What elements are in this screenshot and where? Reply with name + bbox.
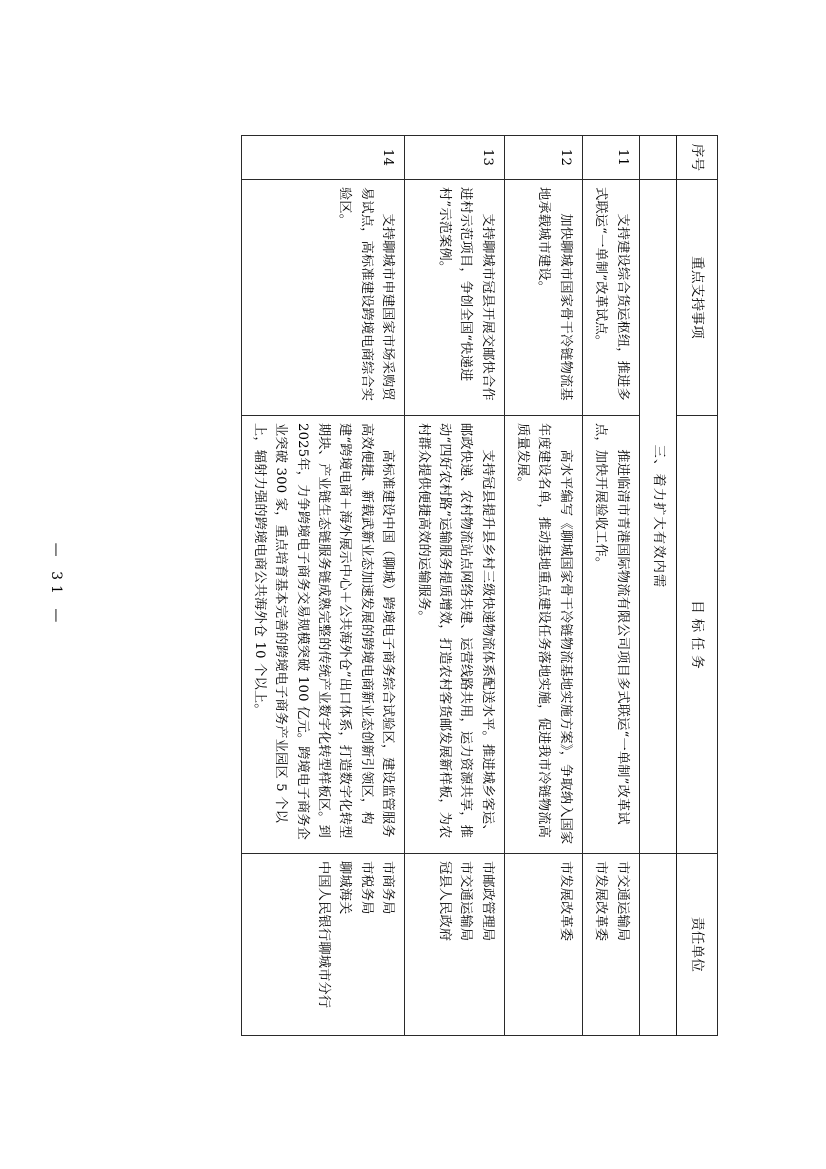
support-item-text: 支持聊城市冠县开展交邮快合作进村示范项目，争创全国“快递进村”示范案例。 [405,180,505,416]
target-task-text [582,416,639,854]
page-footer: — 31 — [48,542,64,628]
row-number: 12 [504,136,582,180]
table-row [582,136,639,1036]
responsible-units [504,854,582,1036]
support-item-text: 支持聊城市申建国家市场采购贸易试点，高标准建设跨境电商综合实验区。 [241,180,405,416]
column-header-no: 序号 [676,136,717,180]
table-row [405,136,505,1036]
section-row-spacer-right [639,854,676,1036]
responsible-units [582,854,639,1036]
responsible-unit: 市发展改革委 [593,861,609,942]
support-items-table [241,135,718,1036]
table-row [241,136,405,1036]
responsible-unit: 聊城海关 [337,861,353,915]
task-paragraph: 推进临清市青港国际物流有限公司项目多式联运“一单制”改革试点，加快开展验收工作。 [593,423,630,825]
responsible-unit: 市交通运输局 [614,861,630,942]
row-number: 13 [405,136,505,180]
table-header-row [676,136,717,1036]
responsible-unit: 市商务局 [380,861,396,915]
task-paragraph: 高水平编写《聊城国家骨干冷链物流基地实施方案》，争取纳入国家年度建设名单，推动基地重点建设任务落地实施，促进我市冷链物流高质量发展。 [515,423,573,845]
responsible-units [241,854,405,1036]
section-heading-row [639,136,676,1036]
column-header-item: 重点支持事项 [676,180,717,416]
support-item-text: 加快聊城市国家骨干冷链物流基地承载城市建设。 [504,180,582,416]
task-paragraph: 支持冠县提升县乡村三级快递物流体系配送水平。推进城乡客运、邮政快递、农村物流站点网络共建、运营线路共用，运力资源共享，推动“四好农村路”运输服务提质增效，打造农村客货邮发展新样板，为农村群众提供便捷高效的运输服务。 [415,423,495,839]
responsible-unit: 市邮政管理局 [479,861,495,942]
table-sheet [98,135,718,1035]
section-heading-cell: 三、着力扩大有效内需 [639,180,676,854]
table-head [676,136,717,1036]
column-header-task: 目 标 任 务 [676,416,717,854]
task-paragraph: 高标准建设中国（聊城）跨境电子商务综合试验区，建设监管服务高效便捷、新载武新业态加速发展的跨境电商新业态创新引领区，构建“跨境电商＋海外展示中心＋公共海外仓”出口体系，打造数字化转型期块、产业链生态链服务链成熟完整的传统产业数字化转型样板区。到2025年，力争跨境电子商务交易规模突破 100 亿元。跨境电子商务企业突破 300 家，重点培育基本完善的跨境电子商务产业园区 5 个以上，辐射力强的跨境电商公共海外仓 10 个以上。 [251,423,396,840]
table-data-rows [241,136,639,1036]
responsible-unit: 市税务局 [358,861,374,915]
responsible-unit: 市交通运输局 [458,861,474,942]
row-number: 11 [582,136,639,180]
column-header-unit: 责任单位 [676,854,717,1036]
table-row [504,136,582,1036]
responsible-unit: 中国人民银行聊城市分行 [316,861,332,1009]
responsible-units [405,854,505,1036]
target-task-text [241,416,405,854]
row-number: 14 [241,136,405,180]
section-row-spacer-left [639,136,676,180]
target-task-text [405,416,505,854]
target-task-text [504,416,582,854]
table-body [639,136,676,1036]
responsible-unit: 市发展改革委 [557,861,573,942]
responsible-unit: 冠县人民政府 [436,861,452,942]
support-item-text: 支持建设综合货运枢纽，推进多式联运“一单制”改革试点。 [582,180,639,416]
